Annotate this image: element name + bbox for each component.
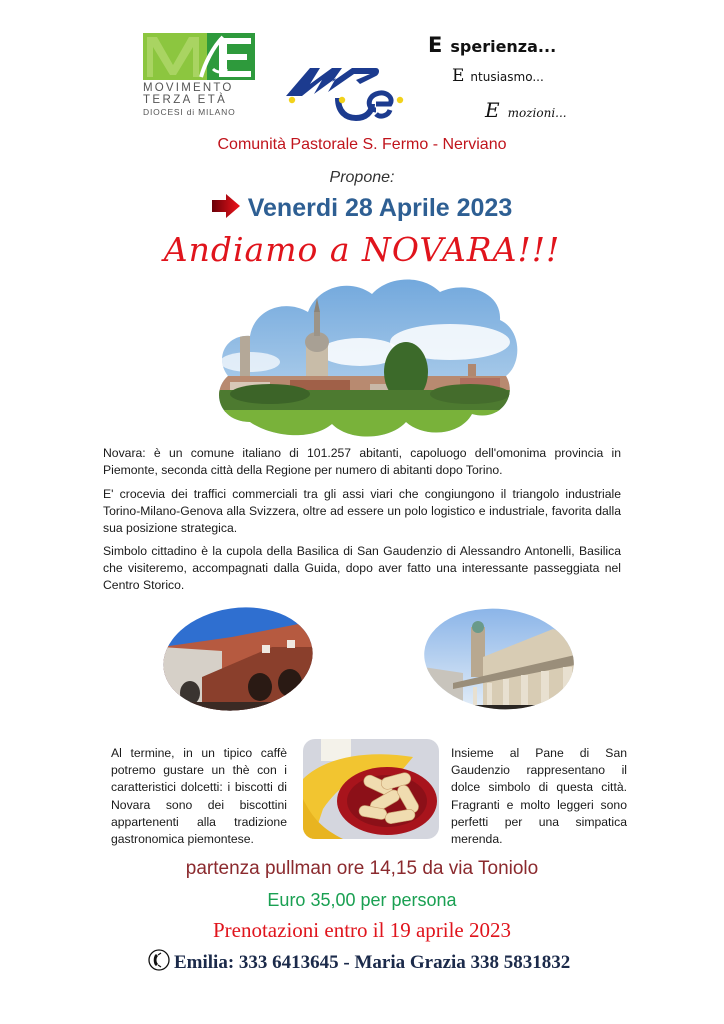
mte-logo-line3: DIOCESI di MILANO — [143, 107, 236, 117]
courtyard-photo — [162, 607, 314, 712]
skyline-cloud-image-icon — [210, 272, 522, 442]
paragraph-commerce: E' crocevia dei traffici commerciali tra gli assi viari che congiungono il triangolo industriale Torino-Milano-Genova alla Svizzera, oltre ad essere un polo logistico e industriale, favorita dalla sua posizione strategica. — [103, 487, 621, 535]
motto-initial: E — [485, 98, 500, 122]
arrow-right-icon — [212, 194, 240, 218]
motto-initial: E — [428, 33, 443, 57]
propone-label: Propone: — [329, 169, 395, 186]
headline: Andiamo a NOVARA!!! — [163, 230, 561, 269]
cookies-photo — [303, 739, 439, 839]
paragraph-basilica: Simbolo cittadino è la cupola della Basilica di San Gaudenzio di Alessandro Antonelli, Basilica che visiteremo, accompagnati dalla Guida, dopo aver fatto una interessante passeggiata nel Centro Storico. — [103, 544, 621, 592]
motto-text: mozioni... — [507, 106, 567, 120]
booking-deadline: Prenotazioni entro il 19 aprile 2023 — [212, 918, 511, 942]
basilica-oval-image-icon — [423, 607, 575, 711]
mte-logo-mark-icon — [143, 33, 255, 80]
community-name: Comunità Pastorale S. Fermo - Nerviano — [217, 136, 507, 153]
contacts-row — [148, 952, 570, 975]
novara-skyline-photo — [210, 272, 522, 442]
contacts-text: Emilia: 333 6413645 - Maria Grazia 338 5831832 — [174, 952, 571, 973]
mte-logo — [143, 33, 255, 119]
basilica-colonnade-photo — [423, 607, 575, 711]
departure-info: partenza pullman ore 14,15 da via Toniolo — [185, 858, 539, 879]
pane-san-gaudenzio-description: Insieme al Pane di San Gaudenzio rappresentano il dolce simbolo di questa città. Fragranti e molto leggeri sono perfetti per una simpatica merenda. — [451, 746, 627, 847]
motto-text: ntusiasmo... — [470, 70, 544, 84]
motto-initial: E — [452, 66, 465, 86]
courtyard-oval-image-icon — [162, 607, 314, 712]
motto-emozioni — [485, 98, 567, 122]
motto-esperienza — [428, 33, 556, 57]
cookies-image-icon — [303, 739, 439, 839]
paragraph-intro: Novara: è un comune italiano di 101.257 abitanti, capoluogo dell'omonima provincia in Piemonte, seconda città della Regione per numero di abitanti dopo Torino. — [103, 446, 621, 477]
mte-logo-line1: MOVIMENTO — [143, 82, 234, 94]
m3e-logo — [280, 60, 408, 122]
motto-text: sperienza... — [450, 37, 557, 56]
phone-icon — [148, 949, 170, 971]
m3e-logo-icon — [280, 60, 408, 122]
cafe-description: Al termine, in un tipico caffè potremo gustare un thè con i caratteristici dolcetti: i biscotti di Novara sono dei biscottini appartenenti alla tradizione gastronomica piemontese. — [111, 746, 287, 847]
mte-logo-line2: TERZA ETÀ — [143, 94, 228, 106]
price-info: Euro 35,00 per persona — [267, 890, 457, 910]
motto-entusiasmo — [452, 66, 544, 86]
event-date-row — [0, 194, 724, 223]
event-date: Venerdi 28 Aprile 2023 — [247, 194, 513, 222]
